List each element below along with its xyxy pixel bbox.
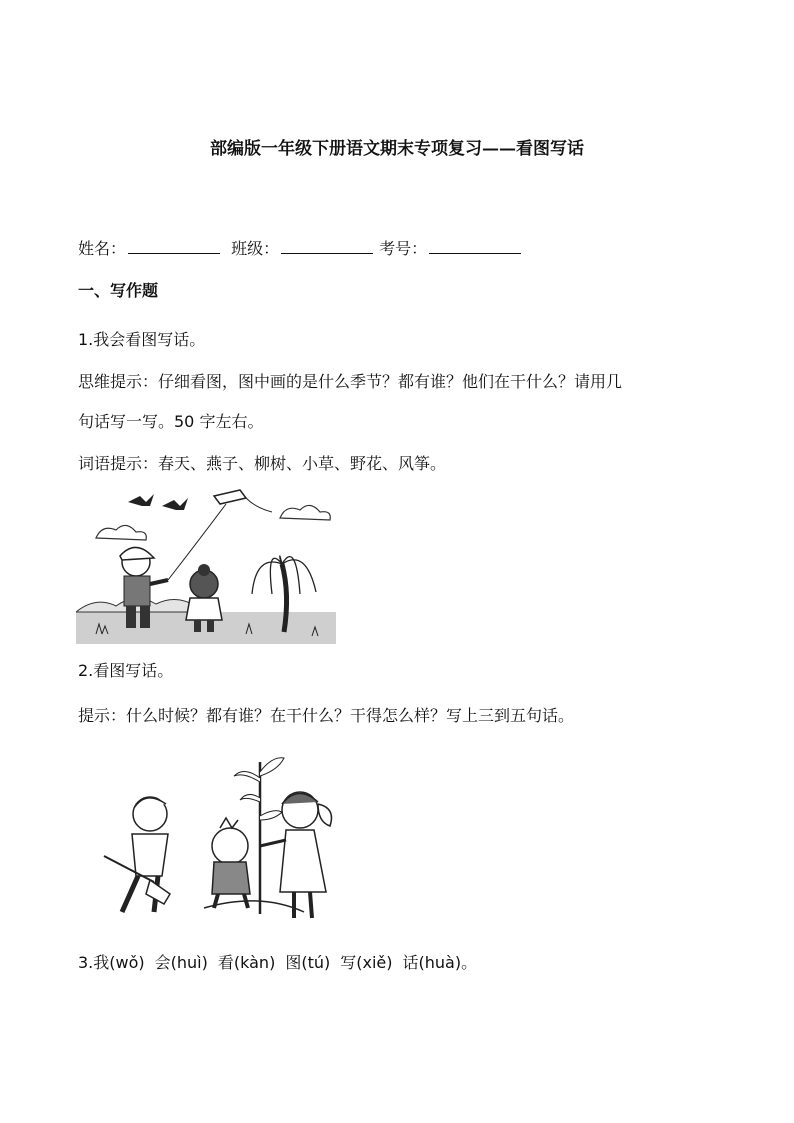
q3-pair-1: [93, 953, 144, 972]
q3-end: 。: [461, 953, 478, 972]
tree-planting-illustration: [94, 742, 356, 924]
name-label: 姓名：: [78, 239, 127, 258]
q3-pair-6: [403, 953, 462, 972]
q3-pinyin: (wǒ): [109, 953, 145, 972]
q1-hint-line2: 句话写一写。50 字左右。: [78, 412, 264, 431]
q1-hint-line1: 思维提示：仔细看图，图中画的是什么季节？都有谁？他们在干什么？请用几: [78, 372, 623, 391]
class-label: 班级：: [231, 239, 280, 258]
spring-kite-illustration: [76, 484, 336, 644]
q3-char: 看: [217, 953, 234, 972]
q3-pair-2: [155, 953, 208, 972]
q3-line: [78, 950, 477, 973]
q3-char: 会: [154, 953, 171, 972]
q3-pinyin: (huì): [170, 953, 208, 972]
class-blank[interactable]: [281, 239, 373, 254]
q1-words: 词语提示：春天、燕子、柳树、小草、野花、风筝。: [78, 454, 447, 473]
q3-pinyin: (xiě): [356, 953, 393, 972]
q3-char: 图: [285, 953, 302, 972]
q3-pinyin: (huà): [418, 953, 462, 972]
page-title: 部编版一年级下册语文期末专项复习——看图写话: [210, 139, 584, 159]
student-info-row: [78, 236, 527, 259]
q3-number: 3.: [78, 953, 94, 972]
name-blank[interactable]: [128, 239, 220, 254]
q3-char: 写: [340, 953, 357, 972]
section-heading: 一、写作题: [78, 281, 159, 300]
q3-pair-3: [218, 953, 275, 972]
number-label: 考号：: [379, 239, 428, 258]
q3-char: 话: [402, 953, 419, 972]
q2-hint: 提示：什么时候？都有谁？在干什么？干得怎么样？写上三到五句话。: [78, 706, 575, 725]
q2-heading: 2.看图写话。: [78, 661, 174, 680]
q3-pinyin: (tú): [301, 953, 331, 972]
q3-pinyin: (kàn): [233, 953, 276, 972]
q1-heading: 1.我会看图写话。: [78, 330, 206, 349]
number-blank[interactable]: [429, 239, 521, 254]
q3-char: 我: [93, 953, 110, 972]
q3-pair-5: [340, 953, 392, 972]
q3-pair-4: [285, 953, 330, 972]
